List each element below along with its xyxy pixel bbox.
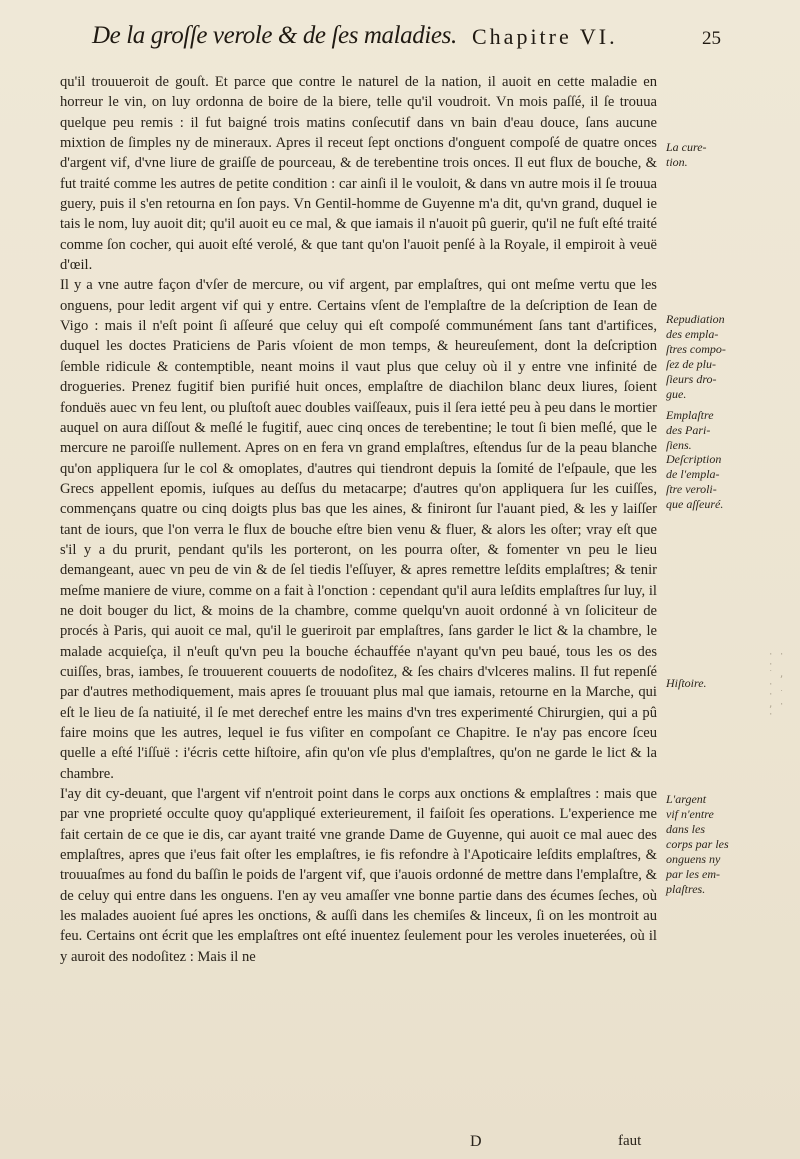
margin-note: Hiſtoire.: [666, 676, 707, 690]
catchword: faut: [618, 1133, 642, 1149]
paragraph: Il y a vne autre façon d'vſer de mercure, ou vif argent, par emplaſtres, qui ont meſme vertu que les onguens, pour ledit argent vif qui y entre. Certains vſent de l'emplaſtre de la deſcription de Iean de Vigo : mais il n'eſt point ſi aſſeuré que celuy qui eſt compoſé communément ſans tant d'artifices, duquel les doctes Praticiens de Paris vſoient de mon temps, & heureuſement, dont la deſcription ſemble ridicule & contemptible, neant moins il vaut plus que celuy où il y entre vne infinité de drogueries. Prenez fugitif bien purifié huit onces, emplaſtre de diachilon blanc deux liures, ſoient fonduës auec vn feu lent, ou pluſtoſt auec doubles vaiſſeaux, puis il ſera ietté peu à peu dans le mortier auquel on aura diſſout & meſlé le fugitif, auec cinq onces de terebentine; le tout ſi bien meſlé, que le mercure ne paroiſſe nullement. Apres on en fera vn grand emplaſtres, eſtendus ſur de la peau blanche qu'on appliquera ſur le col & omoplates, d'autres qui tiendront depuis la ſomité de l'eſpaule, que les Grecs appellent epomis, iuſques au deſſus du metacarpe; d'autres qu'on appliquera ſur les cuiſſes, commençans quatre ou cinq doigts plus bas que les aines, & finiront ſur l'auant pied, & les y laiſſer tant de iours, que l'on verra le flux de bouche eſtre bien venu & fluer, & alors les oſter; vray eſt que s'il y a du prurit, pendant qu'ils les porteront, on les pourra oſter, & fomenter vn peu le lieu demangeant, auec vn peu de vin & de ſel tiedis l'eſſuyer, & apres remettre leſdits emplaſtres; & tenir meſme maniere de viure, comme on a fait à l'onction : cependant qu'il aura leſdits emplaſtres ſur luy, il ne doit bouger du lict, & moins de la chambre, comme quelqu'vn auoit ordonné à vn ſoliciteur de procés à Paris, qui auoit ce mal, qu'il le gueriroit par emplaſtres, ſans garder le lict & la chambre, le malade acquieſça, il n'euſt qu'vn peu la bouche échauffée n'ayant qu'vn peu baué, tous les os des cuiſſes, bras, iambes, ſe trouuerent couuerts de nodoſitez, & ſes chairs d'vlceres malins. Il fut repenſé par d'autres methodiquement, mais apres ſe trouuant plus mal que iamais, retourne en la Marche, qui eſt le lieu de ſa natiuité, il ſe met derechef entre les mains d'vn tres experimenté Chirurgien, qui a pû faire moins que les autres, lequel ie fus viſiter en compoſant ce Chapitre. Ie n'ay pas encore ſceu quelle a eſté l'iſſuë : i'écris cette hiſtoire, afin qu'on vſe plus d'emplaſtres, qu'on ne garde le lict & la chambre.: [60, 277, 657, 782]
bleed-through-marks: · · · ˙ ‚ · · ˙ ‚ · ·: [768, 650, 785, 720]
running-title: De la groſſe verole & de ſes maladies.: [92, 22, 457, 49]
margin-note: Repudiation des empla- ſtres compo- ſez de plu- ſieurs dro- gue.: [666, 312, 726, 401]
page-number: 25: [702, 28, 721, 49]
body-text: [60, 72, 657, 967]
margin-note: La cure- tion.: [666, 140, 707, 169]
margin-note: Deſcription de l'empla- ſtre veroli- que aſſeuré.: [666, 452, 724, 511]
margin-note: Emplaſtre des Pari- ſiens.: [666, 408, 714, 452]
signature-mark: D: [470, 1133, 482, 1150]
paragraph: qu'il trouueroit de gouſt. Et parce que contre le naturel de la nation, il auoit en cette maladie en horreur le vin, on luy ordonna de boire de la biere, telle qu'il voudroit. Vn mois paſſé, il ſe trouua quelque peu remis : il fut baigné trois matins conſecutif dans vn bain d'eau douce, ſans aucune mixtion de ſimples ny de mineraux. Apres il receut ſept onctions d'onguent compoſé de quatre onces d'argent vif, d'vne liure de graiſſe de pourceau, & de terebentine trois onces. Il eut flux de bouche, & fut traité comme les autres de petite condition : car ainſi il le vouloit, & dans vn autre mois il ſe trouua guery, puis il s'en retourna en ſon pays. Vn Gentil-homme de Guyenne m'a dit, qu'vn grand, duquel ie tais le nom, luy auoit dit; qu'il auoit eu ce mal, & que iamais il n'auoit pû guerir, qu'il ne fuſt eſté traité comme ſon cocher, qui auoit eſté verolé, & que tant qu'on l'auoit penſé à la Royale, il empiroit à veuë d'œil.: [60, 74, 657, 274]
chapter-heading: Chapitre VI.: [472, 24, 618, 49]
margin-note: L'argent vif n'entre dans les corps par les onguens ny par les em- plaſtres.: [666, 792, 729, 896]
paragraph: I'ay dit cy-deuant, que l'argent vif n'entroit point dans le corps aux onctions & emplaſtres : mais que par vne proprieté occulte quoy qu'appliqué exterieurement, il faiſoit ſes operations. L'experience me fait certain de ce que ie dis, car ayant traité vne grande Dame de Guyenne, qui auoit ce mal auec des emplaſtres, apres que i'eus fait oſter les emplaſtres, ie fis refondre à l'Apoticaire leſdits emplaſtres, & trouuaſmes au fond du baſſin le poids de l'argent vif, que i'auois ordonné de mettre dans l'emplaſtre, & de celuy qui entre dans les onguens. I'en ay veu amaſſer vne bonne partie dans des écumes ſeches, où les malades auoient ſué apres les onctions, & auſſi dans les chemiſes & linceux, ſi on les montroit au feu. Certains ont écrit que les emplaſtres ont eſté inuentez ſeulement pour les veroles inueterées, où il y auroit des nodoſitez : Mais il ne: [60, 786, 657, 965]
page-header: [72, 22, 732, 70]
